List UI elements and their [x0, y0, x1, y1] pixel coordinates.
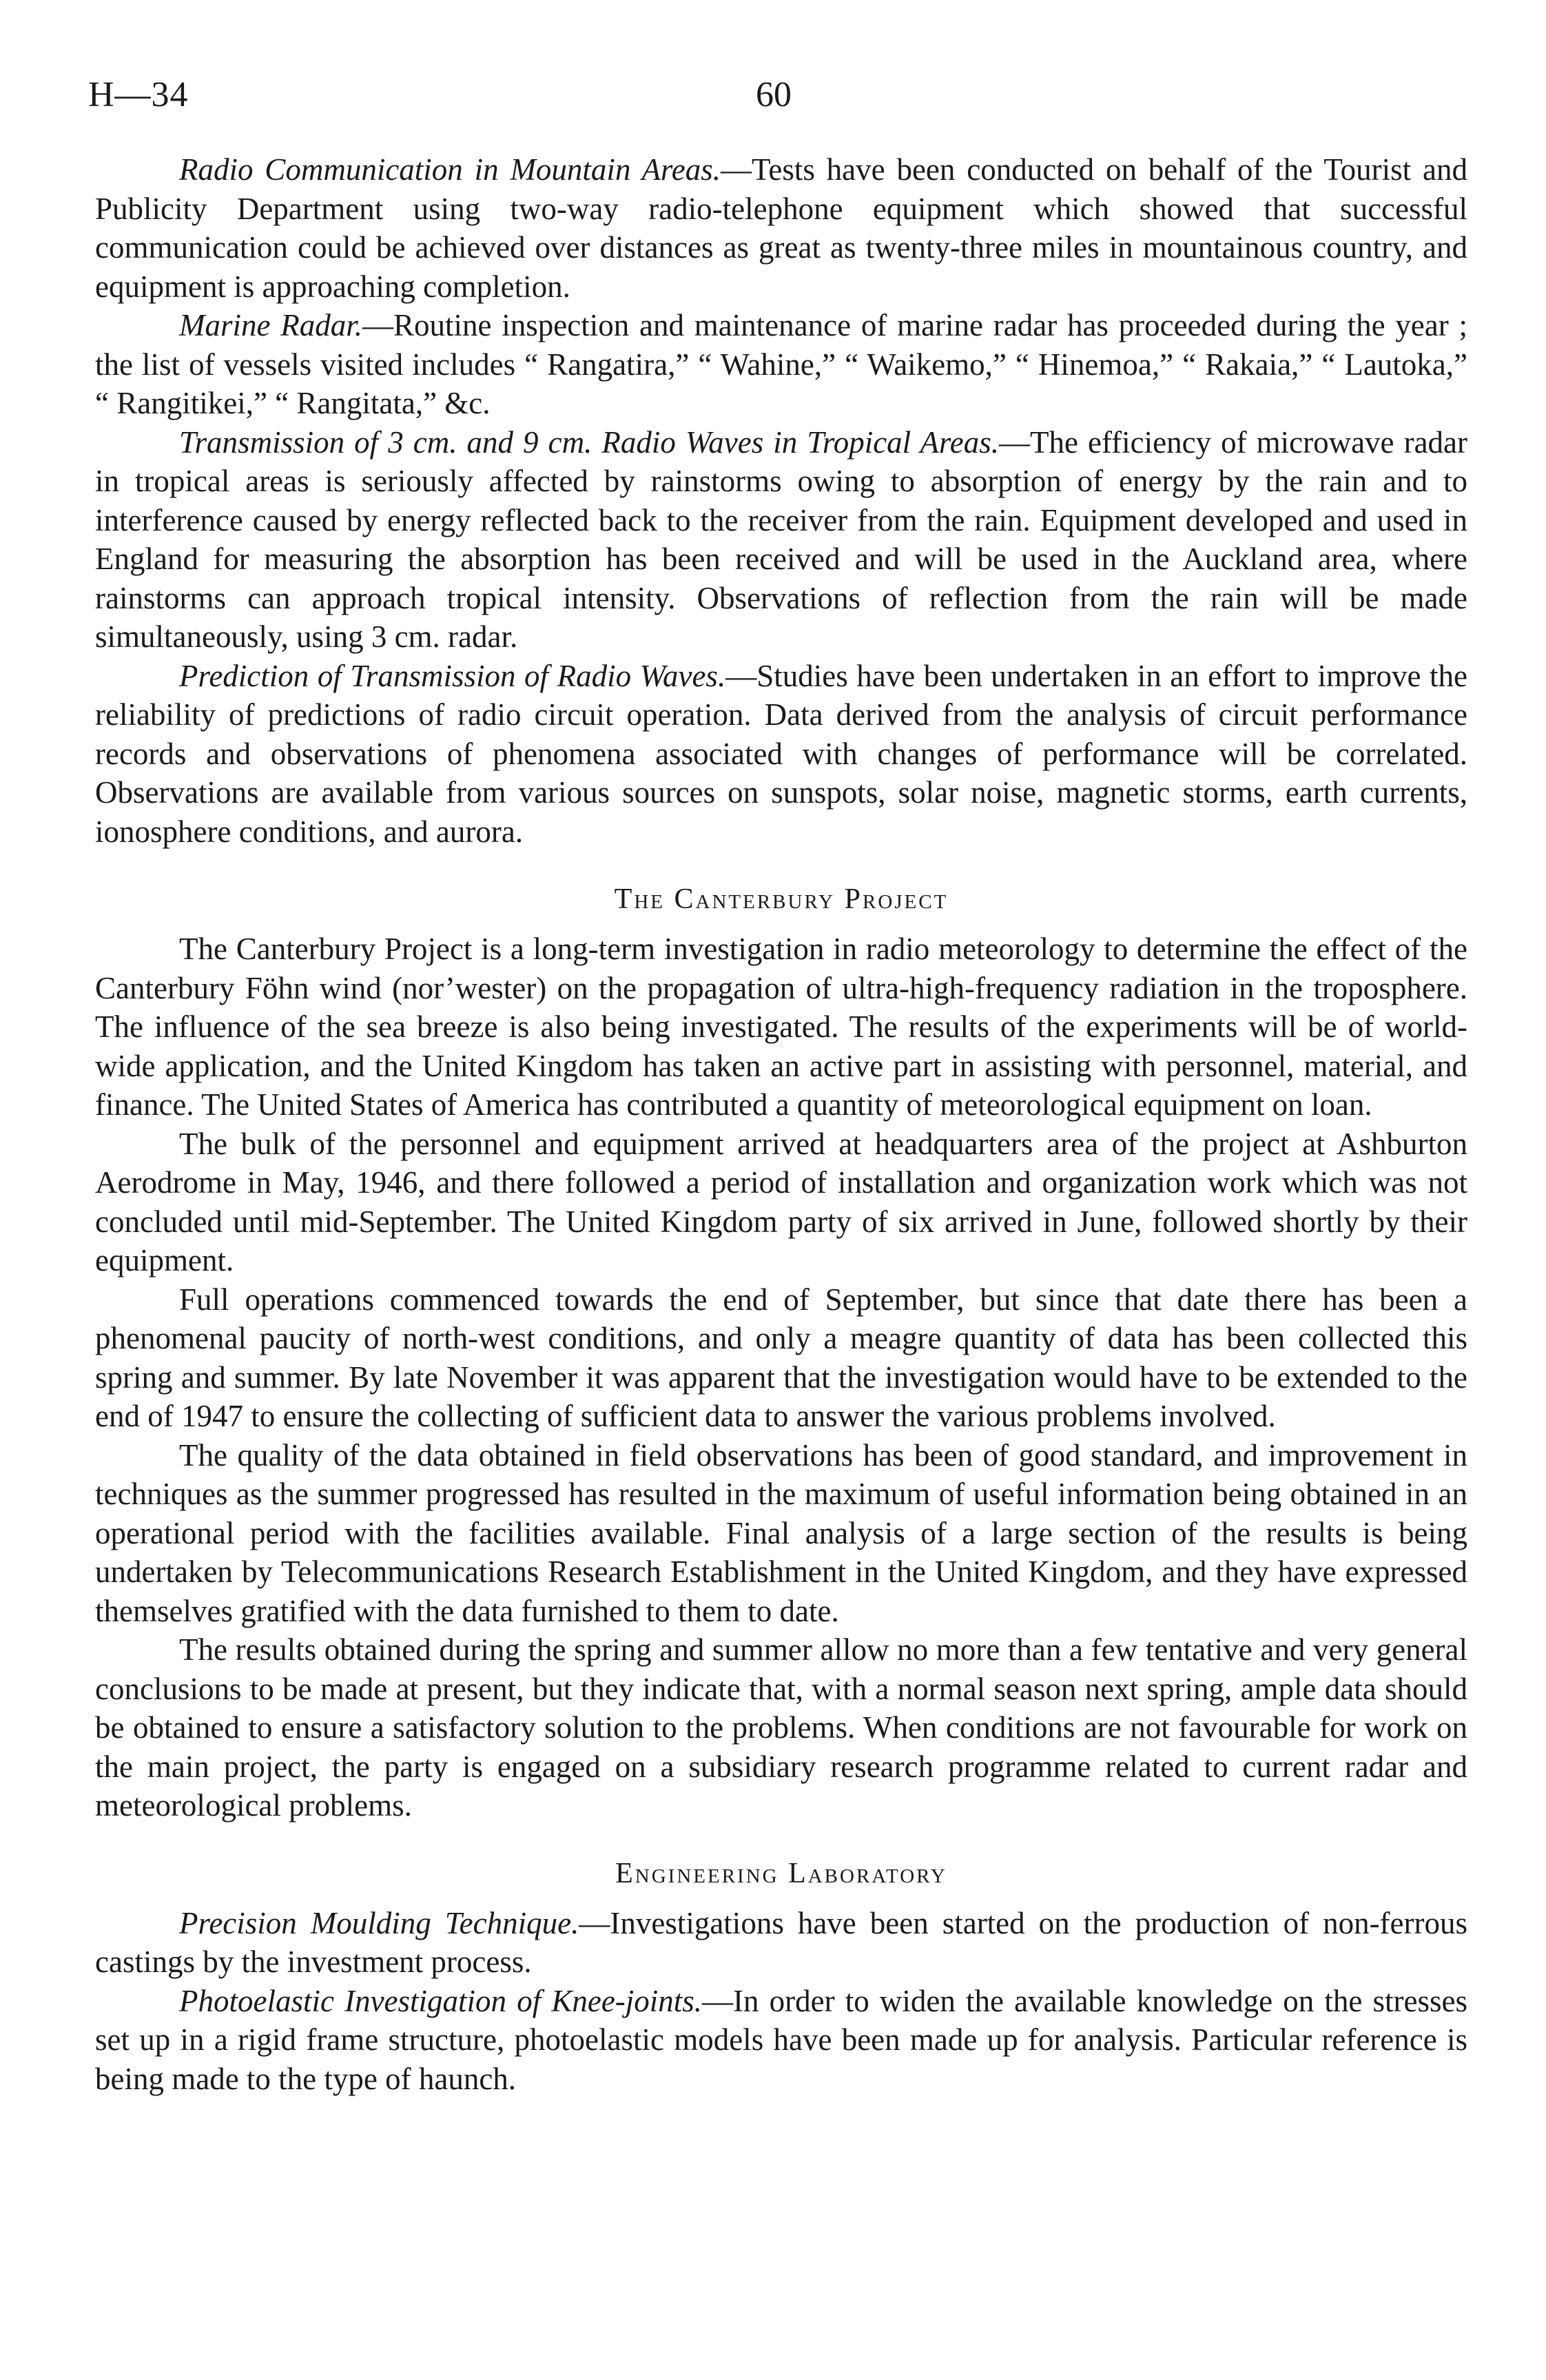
paragraph-text: —In order to widen the available knowledge on the stresses set up in a rigid frame structure, photoelastic models have been made up for analysis. Particular reference is being made to the type of haunch.: [95, 1983, 1467, 2096]
paragraph-photoelastic: [95, 1982, 1467, 2099]
page-body: [95, 150, 1467, 2098]
canterbury-paragraph: The results obtained during the spring and summer allow no more than a few tentative and very general conclusions to be made at present, but they indicate that, with a normal season next spring, ample data should be obtained to ensure a satisfactory solution to the problems. When conditions are not favourable for work on the main project, the party is engaged on a subsidiary research programme related to current radar and meteorological problems.: [95, 1632, 1467, 1823]
paragraph-title: Radio Communication in Mountain Areas.: [179, 152, 721, 187]
paragraph-text: —The efficiency of microwave radar in tropical areas is seriously affected by rainstorms owing to absorption of energy by the rain and to interference caused by energy reflected back to the receiver from the rain. Equipment developed and used in England for measuring the absorption has been received and will be used in the Auckland area, where rainstorms can approach tropical intensity. Observations of reflection from the rain will be made simultaneously, using 3 cm. radar.: [95, 424, 1467, 654]
section-heading-canterbury: The Canterbury Project: [614, 883, 949, 915]
paragraph-marine-radar: [95, 306, 1467, 423]
paragraph-title: Photoelastic Investigation of Knee-joints.: [179, 1983, 703, 2018]
paragraph-text: —Investigations have been started on the production of non-ferrous castings by the investment process.: [95, 1905, 1467, 1979]
paragraph-text: —Tests have been conducted on behalf of the Tourist and Publicity Department using two-way radio-telephone equipment which showed that successful communication could be achieved over distances as great as twenty-three miles in mountainous country, and equipment is approaching completion.: [95, 152, 1467, 304]
section-heading-engineering: Engineering Laboratory: [615, 1857, 947, 1889]
canterbury-paragraph: The bulk of the personnel and equipment arrived at headquarters area of the project at Ashburton Aerodrome in May, 1946, and there followed a period of installation and organization work which was not concluded until mid-September. The United Kingdom party of six arrived in June, followed shortly by their equipment.: [95, 1126, 1467, 1278]
page-header: [88, 74, 1459, 130]
canterbury-paragraph: The quality of the data obtained in field observations has been of good standard, and improvement in techniques as the summer progressed has resulted in the maximum of useful information being obtained in an operational period with the facilities available. Final analysis of a large section of the results is being undertaken by Telecommunications Research Establishment in the United Kingdom, and they have expressed themselves gratified with the data furnished to them to date.: [95, 1437, 1467, 1628]
paragraph-radio-mountain: [95, 150, 1467, 306]
paragraph-title: Prediction of Transmission of Radio Waves.: [179, 658, 726, 693]
paragraph-text: —Studies have been undertaken in an effort to improve the reliability of predictions of radio circuit operation. Data derived from the analysis of circuit performance records and observations of phenomena associated with changes of performance will be correlated. Observations are available from various sources on sunspots, solar noise, magnetic storms, earth currents, ionosphere conditions, and aurora.: [95, 658, 1468, 849]
document-reference: H—34: [88, 75, 189, 114]
paragraph-prediction: [95, 657, 1467, 852]
canterbury-paragraph: The Canterbury Project is a long-term investigation in radio meteorology to determine the effect of the Canterbury Föhn wind (nor’wester) on the propagation of ultra-high-frequency radiation in the troposphere. The influence of the sea breeze is also being investigated. The results of the experiments will be of world-wide application, and the United Kingdom has taken an active part in assisting with personnel, material, and finance. The United States of America has contributed a quantity of meteorological equipment on loan.: [95, 932, 1467, 1122]
page-number: 60: [756, 75, 792, 114]
paragraph-precision-moulding: [95, 1904, 1467, 1982]
paragraph-title: Marine Radar.: [179, 308, 362, 342]
paragraph-title: Precision Moulding Technique.: [179, 1905, 579, 1940]
paragraph-tropical-transmission: [95, 423, 1467, 657]
paragraph-text: —Routine inspection and maintenance of marine radar has proceeded during the year ; the list of vessels visited includes “ Rangatira,” “ Wahine,” “ Waikemo,” “ Hinemoa,” “ Rakaia,” “ Lautoka,” “ Rangitikei,” “ Rangitata,” &c.: [95, 308, 1467, 420]
paragraph-title: Transmission of 3 cm. and 9 cm. Radio Waves in Tropical Areas.: [179, 424, 999, 460]
canterbury-paragraph: Full operations commenced towards the end of September, but since that date there has been a phenomenal paucity of north-west conditions, and only a meagre quantity of data has been collected this spring and summer. By late November it was apparent that the investigation would have to be extended to the end of 1947 to ensure the collecting of sufficient data to answer the various problems involved.: [95, 1282, 1467, 1433]
